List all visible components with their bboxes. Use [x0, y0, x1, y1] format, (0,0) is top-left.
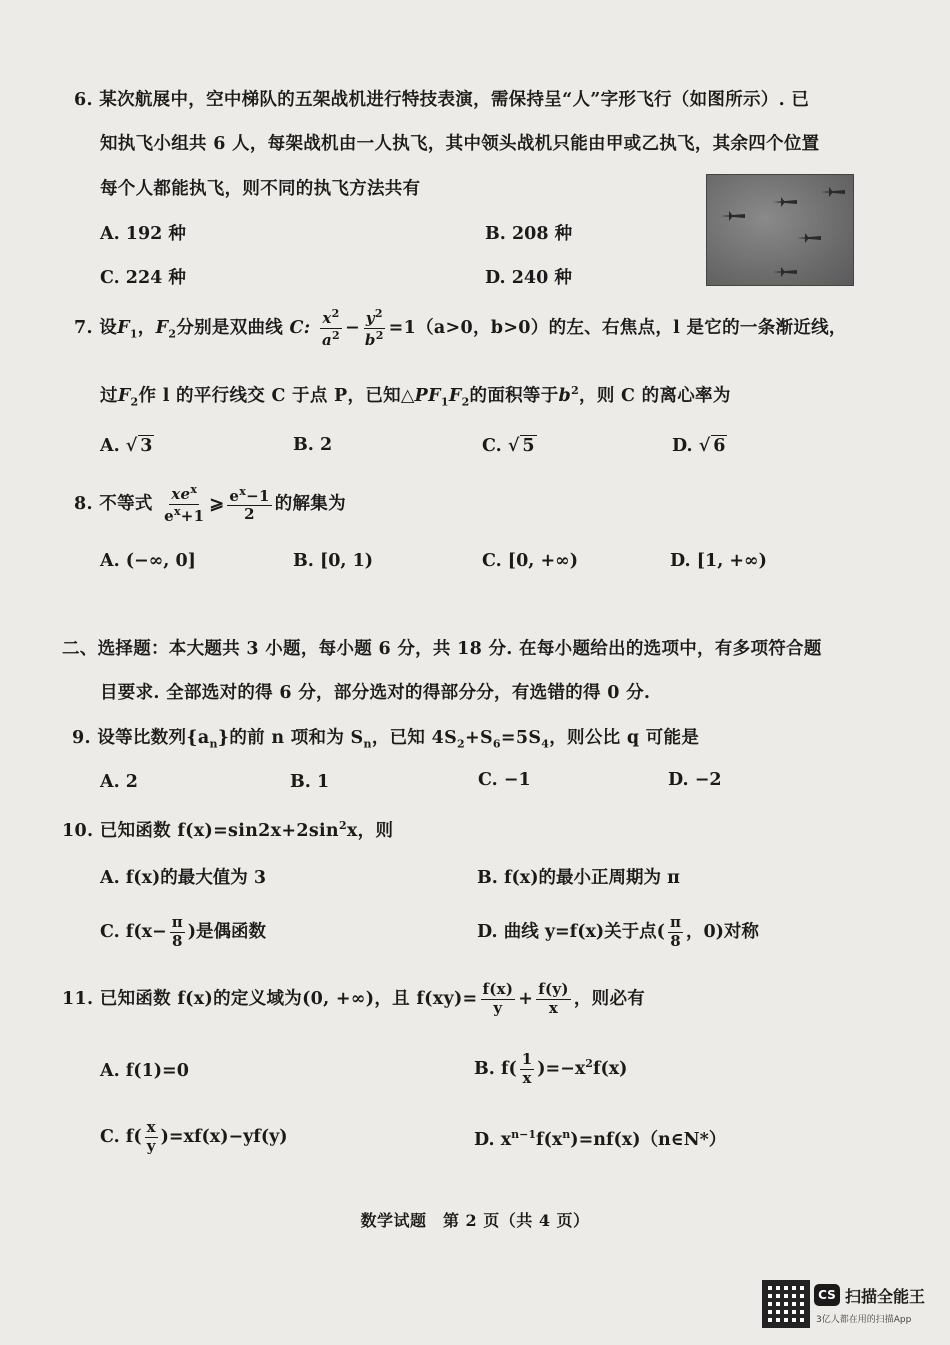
- q6-option-b: B. 208 种: [485, 224, 573, 244]
- q11-fy: f(y): [538, 980, 569, 998]
- section2-heading-line2: 目要求. 全部选对的得 6 分，部分选对的得部分分，有选错的得 0 分.: [100, 683, 651, 703]
- camscanner-logo-icon: CS: [814, 1284, 840, 1306]
- section2-heading-line1: 二、选择题：本大题共 3 小题，每小题 6 分，共 18 分. 在每小题给出的选项中，有多项符合题: [62, 639, 822, 659]
- q7-option-b: B. 2: [293, 435, 333, 455]
- q7-pf-symbol: PF: [414, 386, 441, 406]
- q11-exp: n−1: [511, 1128, 537, 1142]
- camscanner-name: 扫描全能王: [845, 1287, 926, 1306]
- q10-option-d: [477, 915, 759, 950]
- q6-option-d: D. 240 种: [485, 268, 572, 288]
- q7-b: b: [364, 330, 376, 349]
- q11-number: 11.: [62, 988, 94, 1009]
- q10-text: x，则: [346, 821, 394, 841]
- option-label: D.: [672, 436, 693, 456]
- fraction-x-y: [145, 1120, 158, 1155]
- q10-option-c: [100, 915, 266, 950]
- q8-number: 8.: [74, 493, 93, 514]
- q9-text: ，已知 4S: [371, 728, 458, 748]
- q7-text: 作 l 的平行线交 C 于点 P，已知△: [138, 386, 415, 406]
- jet-icon: [773, 197, 797, 207]
- q7-minus: −: [344, 317, 360, 338]
- q7-sub: 2: [168, 327, 177, 341]
- fraction-pi-8: [170, 915, 185, 950]
- q11-option-d: [474, 1126, 726, 1151]
- jet-icon: [721, 211, 745, 221]
- q10-line1: [62, 817, 393, 842]
- q11-text: f(x: [536, 1130, 563, 1150]
- q7-sq: 2: [375, 328, 384, 342]
- q7-number: 7.: [74, 317, 93, 338]
- fighter-formation-photo: [706, 174, 854, 286]
- q7-f-symbol: F: [155, 317, 169, 338]
- q11-exp: n: [562, 1128, 571, 1142]
- fraction-ex-minus-1: [227, 486, 271, 524]
- q9-option-d: D. −2: [668, 770, 722, 790]
- q9-text: +S: [465, 728, 493, 748]
- q7-sq: 2: [331, 307, 340, 320]
- q9-text: ，则公比 q 可能是: [549, 728, 700, 748]
- camscanner-tagline: 3亿人都在用的扫描App: [816, 1315, 912, 1325]
- q10-option-a: A. f(x)的最大值为 3: [100, 868, 267, 888]
- q11-text: C. f(: [100, 1126, 142, 1147]
- q7-option-a: [100, 435, 154, 456]
- q11-text: ，则必有: [573, 988, 646, 1009]
- q7-x: x: [322, 309, 332, 327]
- fraction-x2-a2: [320, 308, 342, 349]
- fraction-fy-x: [536, 982, 571, 1017]
- q11-text: D. x: [474, 1130, 512, 1150]
- q7-text: 分别是双曲线: [176, 317, 284, 338]
- q7-option-c: [482, 435, 537, 456]
- q6-line1: [74, 86, 809, 111]
- q9-option-a: A. 2: [100, 772, 138, 792]
- q8-term: 2: [244, 505, 255, 524]
- q7-sq: 2: [374, 307, 383, 320]
- q10-number: 10.: [62, 821, 94, 841]
- jet-icon: [821, 187, 845, 197]
- q7-sq: 2: [571, 384, 580, 398]
- q9-sub: n: [363, 737, 372, 751]
- q8-text: 的解集为: [274, 493, 346, 514]
- q11-one: 1: [521, 1050, 533, 1068]
- q10-text: D. 曲线 y=f(x)关于点(: [477, 921, 665, 942]
- q8-term: xe: [171, 485, 191, 503]
- fraction-1-x: [520, 1052, 534, 1087]
- q7-sq: 2: [331, 328, 340, 342]
- q11-text: )=xf(x)−yf(y): [160, 1126, 288, 1147]
- q8-term: −1: [246, 486, 270, 505]
- q7-b: b: [558, 386, 572, 406]
- q8-exp: x: [239, 484, 247, 498]
- sqrt-sign: √: [507, 436, 520, 456]
- q10-option-b: B. f(x)的最小正周期为 π: [477, 868, 680, 888]
- q11-option-a: A. f(1)=0: [100, 1061, 189, 1081]
- q10-pi: π: [669, 913, 681, 931]
- q7-y: y: [365, 309, 375, 327]
- q7-line2: [100, 382, 731, 409]
- q11-text: 已知函数 f(x)的定义域为(0, +∞)，且 f(xy)=: [99, 988, 478, 1009]
- q11-x: x: [146, 1118, 156, 1136]
- q8-option-d: D. [1, +∞): [670, 551, 767, 571]
- q7-sub: 1: [440, 395, 449, 409]
- q11-y: y: [146, 1136, 156, 1155]
- q6-option-a: A. 192 种: [100, 224, 186, 244]
- q7-text: ，则 C 的离心率为: [579, 386, 731, 406]
- q11-text: )=−x: [537, 1058, 586, 1079]
- sqrt-sign: √: [125, 436, 138, 456]
- q11-x: x: [548, 998, 559, 1017]
- q11-text: )=nf(x)（n∈N*）: [570, 1130, 727, 1150]
- q6-number: 6.: [74, 90, 93, 110]
- jet-icon: [797, 233, 821, 243]
- option-label: C.: [482, 436, 502, 456]
- q10-sq: 2: [338, 819, 347, 833]
- q9-sub: 4: [541, 737, 550, 751]
- q10-text: C. f(x−: [100, 921, 167, 942]
- q7-f-symbol: F: [117, 317, 130, 338]
- q10-eight: 8: [171, 931, 183, 950]
- sqrt-value: 3: [140, 436, 153, 456]
- q7-text: 过: [100, 386, 118, 406]
- q7-text: =1（a>0，b>0）的左、右焦点，l 是它的一条渐近线，: [388, 317, 847, 338]
- q9-sub: n: [209, 737, 218, 751]
- q8-line1: [74, 484, 346, 525]
- q9-text: =5S: [500, 728, 542, 748]
- q7-a: a: [321, 330, 332, 349]
- q6-line3: 每个人都能执飞，则不同的执飞方法共有: [100, 179, 421, 199]
- q7-text: 设: [99, 317, 118, 338]
- jet-icon: [773, 267, 797, 277]
- q7-f-symbol: F: [117, 386, 131, 406]
- q8-term: +1: [180, 506, 205, 525]
- q8-option-b: B. [0, 1): [293, 551, 374, 571]
- q8-exp: x: [190, 483, 198, 496]
- q7-sub: 2: [130, 395, 139, 409]
- q9-option-c: C. −1: [478, 770, 531, 790]
- fraction-pi-8: [668, 915, 683, 950]
- q7-c-symbol: C:: [289, 317, 311, 338]
- qr-code: [762, 1280, 810, 1328]
- q11-y: y: [493, 998, 503, 1017]
- q9-text: 设等比数列{a: [97, 728, 210, 748]
- q9-sub: 6: [492, 737, 501, 751]
- fraction-fx-y: [481, 982, 516, 1017]
- sqrt-value: 6: [713, 436, 726, 456]
- q6-option-c: C. 224 种: [100, 268, 186, 288]
- q11-text: B. f(: [474, 1058, 517, 1079]
- q9-number: 9.: [72, 728, 91, 748]
- q11-plus: +: [518, 988, 534, 1009]
- q8-term: e: [229, 486, 240, 505]
- q11-fx: f(x): [482, 980, 514, 998]
- q10-text: )是偶函数: [187, 921, 266, 942]
- q9-line1: [72, 724, 699, 751]
- fraction-xex: [162, 484, 206, 525]
- q9-sub: 2: [457, 737, 465, 751]
- q7-line1: [74, 308, 847, 349]
- q11-option-c: [100, 1120, 288, 1155]
- sqrt-sign: √: [698, 436, 711, 456]
- q8-term: e: [164, 506, 174, 525]
- q9-text: }的前 n 项和为 S: [217, 728, 364, 748]
- q7-text: 的面积等于: [469, 386, 559, 406]
- q10-pi: π: [171, 913, 183, 931]
- q7-sub: 1: [129, 327, 138, 341]
- q11-line1: [62, 982, 645, 1017]
- q11-text: f(x): [592, 1058, 628, 1079]
- q8-geq: ⩾: [209, 493, 225, 514]
- q7-comma: ，: [137, 317, 156, 338]
- page-footer: 数学试题 第 2 页（共 4 页）: [360, 1211, 590, 1230]
- q8-text: 不等式: [99, 493, 153, 514]
- q6-line2: 知执飞小组共 6 人，每架战机由一人执飞，其中领头战机只能由甲或乙执飞，其余四个位置: [100, 134, 820, 154]
- q8-option-a: A. (−∞, 0]: [100, 551, 196, 571]
- q7-f-symbol: F: [448, 386, 462, 406]
- q8-option-c: C. [0, +∞): [482, 551, 578, 571]
- q7-option-d: [672, 435, 727, 456]
- q6-text-1: 某次航展中，空中梯队的五架战机进行特技表演，需保持呈“人”字形飞行（如图所示）. 已: [99, 90, 810, 110]
- q8-exp: x: [173, 504, 181, 518]
- q11-option-b: [474, 1052, 627, 1087]
- q10-text: ，0)对称: [685, 921, 759, 942]
- fraction-y2-b2: [363, 308, 386, 349]
- q10-text: 已知函数 f(x)=sin2x+2sin: [99, 821, 339, 841]
- q9-option-b: B. 1: [290, 772, 330, 792]
- option-label: A.: [100, 436, 120, 456]
- q10-eight: 8: [670, 931, 681, 950]
- q7-sub: 2: [461, 395, 470, 409]
- sqrt-value: 5: [522, 436, 535, 456]
- q11-x: x: [522, 1068, 532, 1087]
- q11-sq: 2: [585, 1056, 593, 1070]
